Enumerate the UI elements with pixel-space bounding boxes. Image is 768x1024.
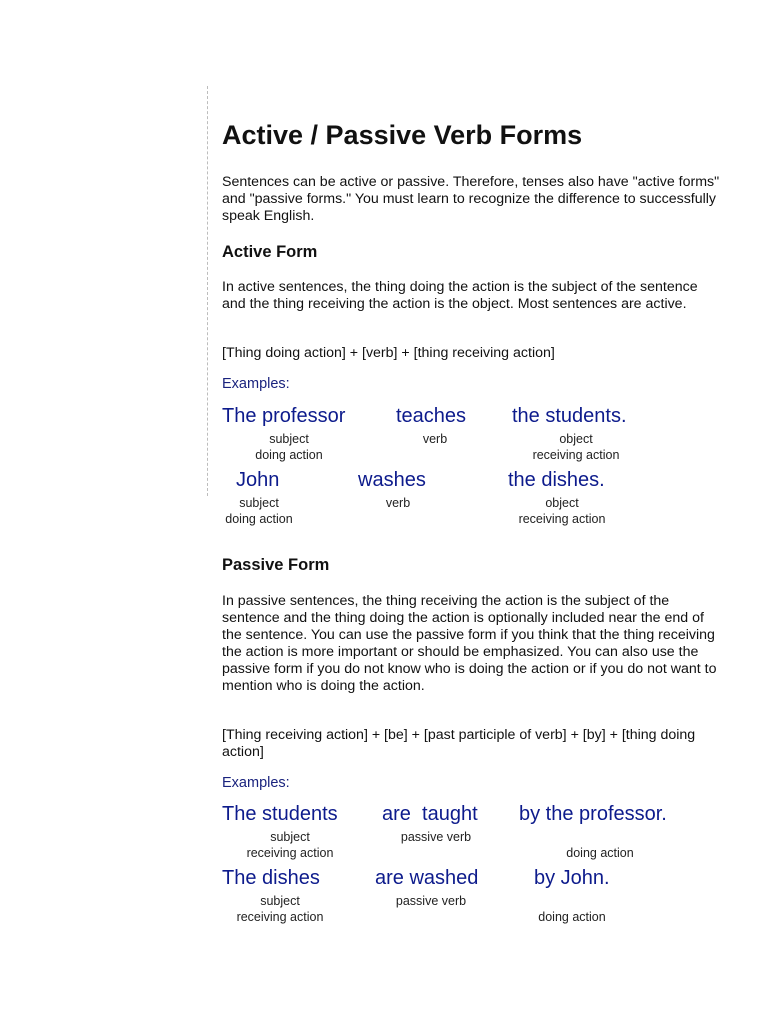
active-ex1-subject: The professor bbox=[222, 405, 346, 427]
active-ex2-object: the dishes. bbox=[508, 469, 605, 491]
active-ex2-verb: washes bbox=[358, 469, 426, 491]
passive-ex2-subject: The dishes bbox=[222, 867, 320, 889]
active-ex1-object-role: receiving action bbox=[532, 448, 620, 462]
passive-ex2-verb-label: passive verb bbox=[395, 894, 467, 908]
passive-form-description: In passive sentences, the thing receiving the action is the subject of the sentence and the thing doing the action is optionally included near the end of the sentence. You can use the passive form if you think that the thing receiving the action is more important or should be emphasized. You can also use the passive form if you do not know who is doing the action or if you do not want to mention who is doing the action. bbox=[222, 593, 717, 694]
active-ex2-subject-role: doing action bbox=[225, 512, 293, 526]
active-ex2-object-role: receiving action bbox=[518, 512, 606, 526]
active-ex2-object-label: object bbox=[545, 496, 579, 510]
passive-ex1-verb: are taught bbox=[382, 803, 478, 825]
passive-ex2-agent-role: doing action bbox=[538, 910, 606, 924]
passive-form-formula: [Thing receiving action] + [be] + [past participle of verb] + [by] + [thing doing action] bbox=[222, 727, 696, 760]
passive-ex1-agent-role: doing action bbox=[566, 846, 634, 860]
passive-ex2-subject-label: subject bbox=[260, 894, 300, 908]
passive-ex2-agent: by John. bbox=[534, 867, 610, 889]
active-ex1-object-label: object bbox=[559, 432, 593, 446]
passive-ex1-agent: by the professor. bbox=[519, 803, 667, 825]
page-margin-line bbox=[207, 86, 208, 496]
passive-ex1-subject-role: receiving action bbox=[246, 846, 334, 860]
page-title: Active / Passive Verb Forms bbox=[222, 120, 583, 150]
active-ex1-verb: teaches bbox=[396, 405, 467, 427]
active-examples-label: Examples: bbox=[222, 376, 290, 392]
passive-ex2-verb: are washed bbox=[375, 867, 479, 889]
passive-examples-label: Examples: bbox=[222, 775, 290, 791]
passive-form-heading: Passive Form bbox=[222, 556, 330, 574]
active-ex1-object: the students. bbox=[512, 405, 627, 427]
active-ex1-subject-role: doing action bbox=[255, 448, 323, 462]
passive-ex1-verb-label: passive verb bbox=[400, 830, 472, 844]
active-form-heading: Active Form bbox=[222, 243, 318, 261]
passive-ex2-subject-role: receiving action bbox=[236, 910, 324, 924]
passive-ex1-subject-label: subject bbox=[270, 830, 310, 844]
active-ex1-subject-label: subject bbox=[269, 432, 309, 446]
active-ex2-subject: John bbox=[236, 469, 280, 491]
intro-paragraph: Sentences can be active or passive. Therefore, tenses also have "active forms" and "passive forms." You must learn to recognize the difference to successfully speak English. bbox=[222, 174, 720, 224]
passive-ex1-subject: The students bbox=[222, 803, 338, 825]
active-ex1-verb-label: verb bbox=[422, 432, 448, 446]
active-form-formula: [Thing doing action] + [verb] + [thing receiving action] bbox=[222, 345, 555, 361]
active-form-description: In active sentences, the thing doing the action is the subject of the sentence and the thing receiving the action is the object. Most sentences are active. bbox=[222, 279, 698, 312]
active-ex2-subject-label: subject bbox=[239, 496, 279, 510]
active-ex2-verb-label: verb bbox=[385, 496, 411, 510]
